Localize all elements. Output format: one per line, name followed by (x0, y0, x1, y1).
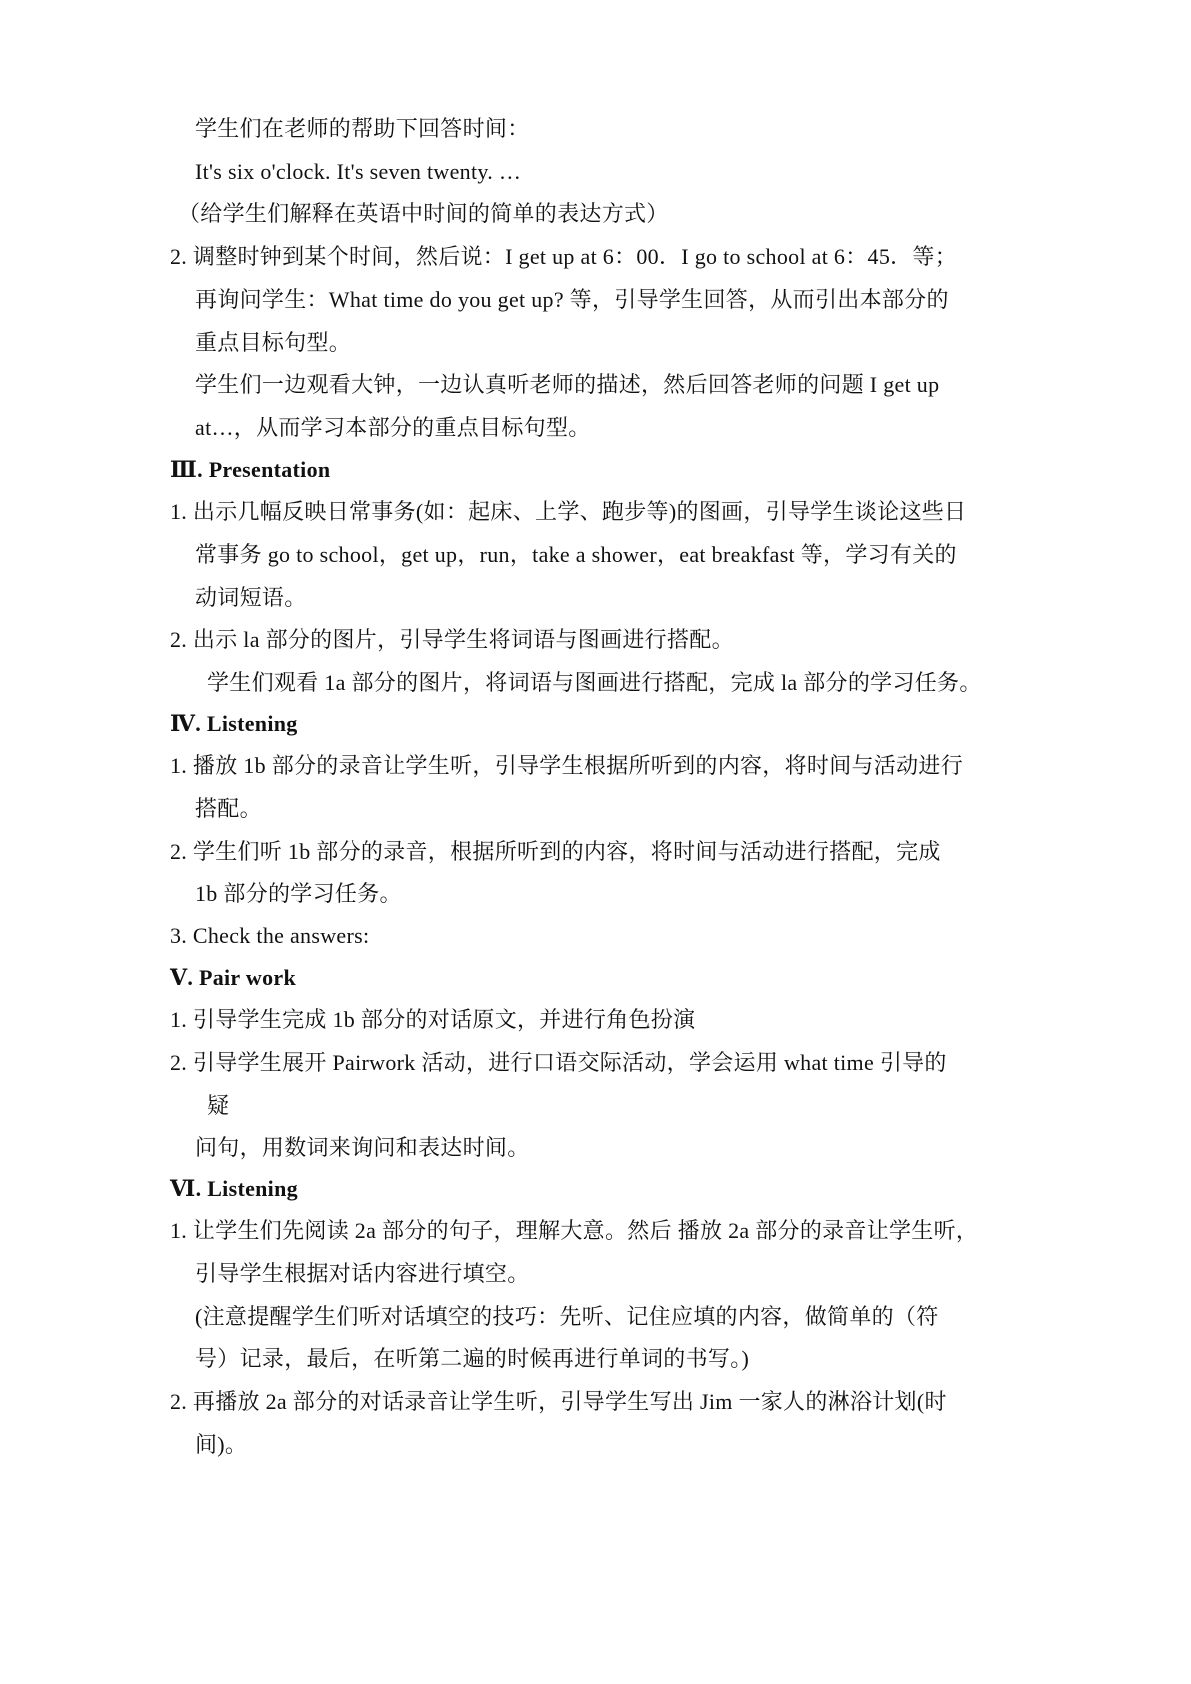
text-line: 学生们一边观看大钟，一边认真听老师的描述，然后回答老师的问题 I get up (195, 372, 940, 397)
text-line: 问句，用数词来询问和表达时间。 (195, 1135, 530, 1160)
text-line: 1. 引导学生完成 1b 部分的对话原文，并进行角色扮演 (170, 1007, 696, 1032)
text-line: 1b 部分的学习任务。 (195, 881, 402, 906)
text-line: 搭配。 (195, 796, 262, 821)
text-line: 间)。 (195, 1432, 248, 1457)
text-line: （给学生们解释在英语中时间的简单的表达方式） (178, 201, 669, 226)
text-line: 2. 出示 la 部分的图片，引导学生将词语与图画进行搭配。 (170, 627, 734, 652)
section-heading: Ⅴ. Pair work (170, 965, 296, 990)
text-line: 2. 引导学生展开 Pairwork 活动，进行口语交际活动，学会运用 what time 引导的 (170, 1050, 947, 1075)
text-line: 再询问学生：What time do you get up? 等，引导学生回答，从而引出本部分的 (195, 287, 949, 312)
section-heading: Ⅲ. Presentation (170, 457, 331, 482)
text-line: 2. 学生们听 1b 部分的录音，根据所听到的内容，将时间与活动进行搭配，完成 (170, 839, 941, 864)
text-line: 3. Check the answers: (170, 923, 370, 948)
text-line: 学生们在老师的帮助下回答时间： (195, 116, 530, 141)
text-line: 常事务 go to school，get up，run，take a shower，eat breakfast 等，学习有关的 (195, 542, 957, 567)
section-heading: Ⅵ. Listening (170, 1176, 298, 1201)
text-line: 1. 出示几幅反映日常事务(如：起床、上学、跑步等)的图画，引导学生谈论这些日 (170, 499, 967, 524)
text-line: 学生们观看 1a 部分的图片，将词语与图画进行搭配，完成 la 部分的学习任务。 (207, 670, 982, 695)
text-line: 1. 让学生们先阅读 2a 部分的句子，理解大意。然后 播放 2a 部分的录音让学生听， (170, 1218, 979, 1243)
text-line: 疑 (207, 1093, 230, 1118)
text-line: 2. 调整时钟到某个时间，然后说：I get up at 6：00．I go to school at 6：45．等； (170, 244, 958, 269)
text-line: It's six o'clock. It's seven twenty. … (195, 159, 522, 184)
text-line: 2. 再播放 2a 部分的对话录音让学生听，引导学生写出 Jim 一家人的淋浴计划(时 (170, 1389, 947, 1414)
text-line: 重点目标句型。 (195, 330, 352, 355)
text-line: (注意提醒学生们听对话填空的技巧：先听、记住应填的内容，做简单的（符 (195, 1304, 939, 1329)
text-line: at…，从而学习本部分的重点目标句型。 (195, 415, 591, 440)
text-line: 号）记录，最后，在听第二遍的时候再进行单词的书写。) (195, 1346, 750, 1371)
text-line: 1. 播放 1b 部分的录音让学生听，引导学生根据所听到的内容，将时间与活动进行 (170, 753, 964, 778)
text-line: 动词短语。 (195, 585, 307, 610)
section-heading: Ⅳ. Listening (170, 711, 298, 736)
text-line: 引导学生根据对话内容进行填空。 (195, 1261, 530, 1286)
